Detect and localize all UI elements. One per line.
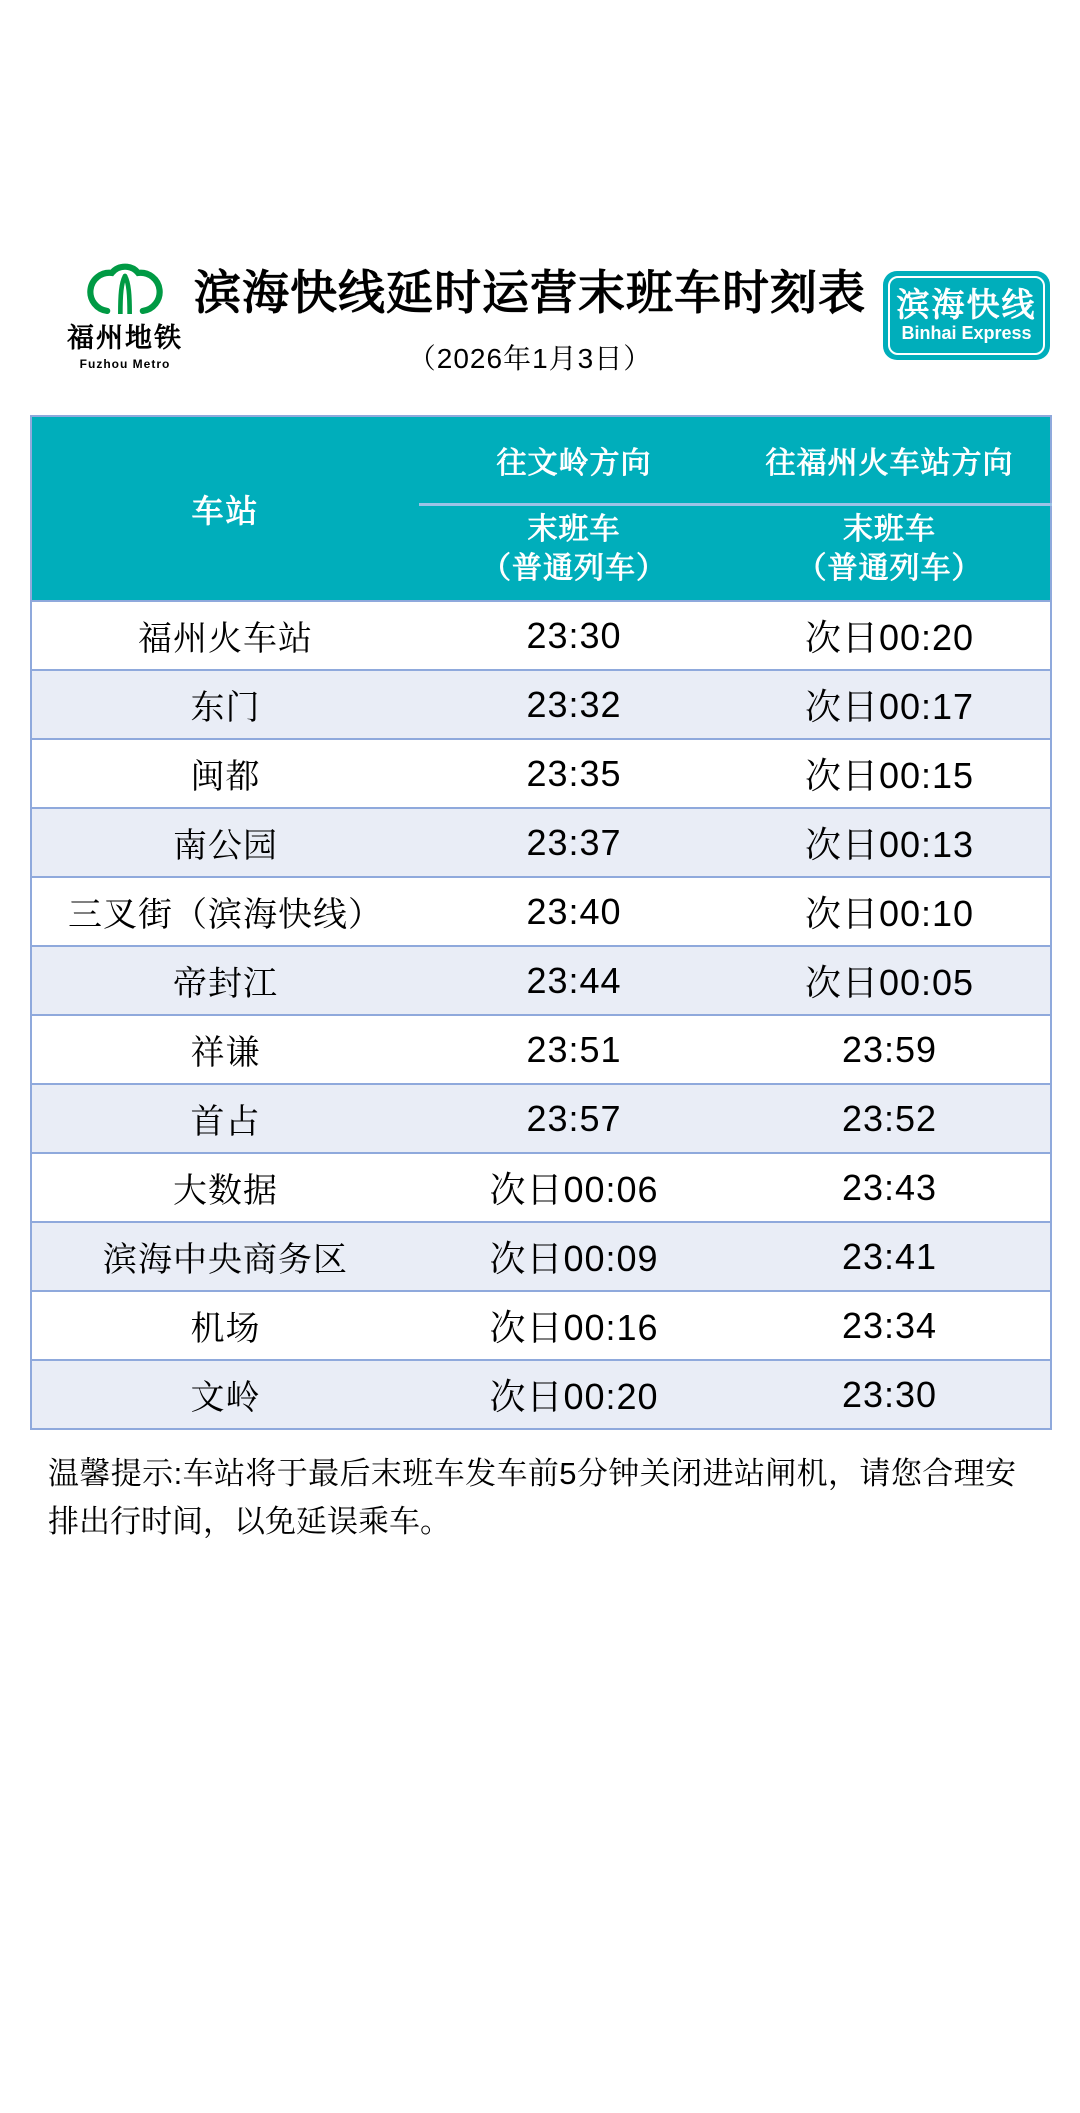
- last-train-timetable: [30, 415, 1052, 1430]
- table-row: [31, 1153, 1051, 1222]
- station-cell: 东门: [31, 670, 419, 739]
- time-cell: 次日00:13: [729, 808, 1051, 877]
- time-cell: 23:34: [729, 1291, 1051, 1360]
- logo-name-cn: 福州地铁: [67, 323, 183, 353]
- time-cell: 23:41: [729, 1222, 1051, 1291]
- time-cell: 23:35: [419, 739, 729, 808]
- station-cell: 南公园: [31, 808, 419, 877]
- subheader-line1: 末班车: [843, 512, 936, 546]
- line-badge-name-en: Binhai Express: [901, 323, 1032, 344]
- direction-header-wenling: 往文岭方向: [419, 416, 729, 504]
- table-row: [31, 1084, 1051, 1153]
- station-cell: 机场: [31, 1291, 419, 1360]
- time-cell: 23:51: [419, 1015, 729, 1084]
- time-cell: 23:59: [729, 1015, 1051, 1084]
- station-cell: 大数据: [31, 1153, 419, 1222]
- time-cell: 次日00:20: [419, 1360, 729, 1429]
- title-block: [180, 256, 880, 377]
- time-cell: 23:43: [729, 1153, 1051, 1222]
- table-row: [31, 1360, 1051, 1429]
- time-cell: 23:52: [729, 1084, 1051, 1153]
- timetable-header: [31, 416, 1051, 601]
- table-row: [31, 1015, 1051, 1084]
- banyan-tree-icon: [60, 252, 190, 314]
- table-row: [31, 601, 1051, 670]
- time-cell: 次日00:20: [729, 601, 1051, 670]
- station-cell: 福州火车站: [31, 601, 419, 670]
- station-cell: 三叉街（滨海快线）: [31, 877, 419, 946]
- time-cell: 次日00:09: [419, 1222, 729, 1291]
- line-badge: [883, 271, 1050, 360]
- table-row: [31, 739, 1051, 808]
- time-cell: 23:37: [419, 808, 729, 877]
- table-row: [31, 808, 1051, 877]
- table-row: [31, 877, 1051, 946]
- time-cell: 23:57: [419, 1084, 729, 1153]
- notice-text: 温馨提示:车站将于最后末班车发车前5分钟关闭进站闸机，请您合理安排出行时间，以免延误乘车。: [48, 1456, 1016, 1540]
- subheader-line1: 末班车: [527, 512, 621, 546]
- time-cell: 23:44: [419, 946, 729, 1015]
- line-badge-name-cn: 滨海快线: [896, 286, 1037, 323]
- page-subtitle: （2026年1月3日）: [407, 343, 653, 374]
- fuzhou-metro-logo: [60, 252, 190, 371]
- station-cell: 文岭: [31, 1360, 419, 1429]
- subheader-last-train-wenling: [419, 504, 729, 601]
- time-cell: 23:32: [419, 670, 729, 739]
- table-row: [31, 946, 1051, 1015]
- line-badge-inner: [888, 276, 1045, 355]
- table-row: [31, 1291, 1051, 1360]
- time-cell: 次日00:10: [729, 877, 1051, 946]
- subheader-line2: （普通列车）: [796, 551, 983, 585]
- time-cell: 次日00:05: [729, 946, 1051, 1015]
- timetable-body: [31, 601, 1051, 1429]
- logo-name-en: Fuzhou Metro: [79, 357, 171, 371]
- station-cell: 祥谦: [31, 1015, 419, 1084]
- table-row: [31, 1222, 1051, 1291]
- time-cell: 23:30: [729, 1360, 1051, 1429]
- station-cell: 首占: [31, 1084, 419, 1153]
- time-cell: 次日00:15: [729, 739, 1051, 808]
- time-cell: 23:40: [419, 877, 729, 946]
- station-cell: 帝封江: [31, 946, 419, 1015]
- station-cell: 闽都: [31, 739, 419, 808]
- time-cell: 23:30: [419, 601, 729, 670]
- subheader-last-train-fuzhou: [729, 504, 1051, 601]
- time-cell: 次日00:17: [729, 670, 1051, 739]
- subheader-line2: （普通列车）: [481, 551, 667, 585]
- station-cell: 滨海中央商务区: [31, 1222, 419, 1291]
- time-cell: 次日00:06: [419, 1153, 729, 1222]
- station-column-header: 车站: [31, 416, 419, 601]
- table-row: [31, 670, 1051, 739]
- time-cell: 次日00:16: [419, 1291, 729, 1360]
- page-title: 滨海快线延时运营末班车时刻表: [194, 266, 866, 319]
- direction-header-fuzhou-station: 往福州火车站方向: [729, 416, 1051, 504]
